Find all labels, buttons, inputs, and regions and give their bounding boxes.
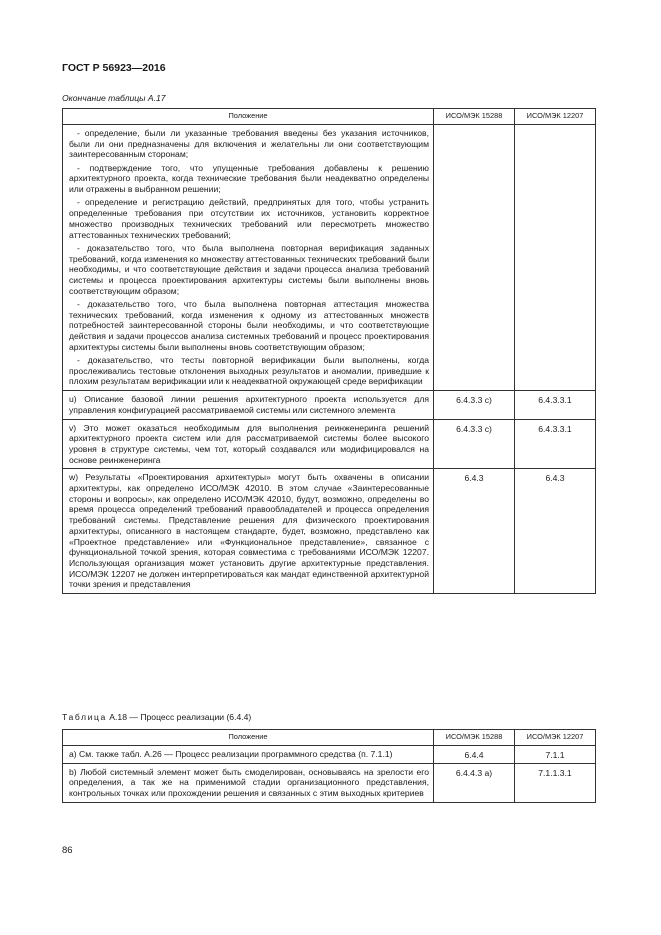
iso15288-cell: 6.4.3.3 с): [434, 391, 515, 419]
page-number: 86: [62, 845, 73, 856]
list-item: - подтверждение того, что упущенные требования добавлены к решению архитектурного проекта, когда технические требования были неадекватно определены или отражены в выбранном решении;: [69, 162, 429, 195]
list-item: - доказательство того, что была выполнена повторная верификация заданных требований, когда изменения ко множеству аттестованных технических требований были необходимы, и что соответствующие действия и задачи процесса анализа требований системы и процесса проектирования архитектуры системы были выполнены вновь соответствующим образом;: [69, 242, 429, 296]
table-a18-caption-title: А.18 — Процесс реализации (6.4.4): [106, 712, 252, 722]
table-row: [63, 419, 596, 469]
column-header-provision: Положение: [63, 730, 434, 746]
column-header-iso15288: ИСО/МЭК 15288: [434, 730, 515, 746]
table-row: [63, 391, 596, 419]
list-item: - определение и регистрацию действий, предпринятых для того, чтобы устранить определенные требования при отсутствии их источников, установить корректное множество производных технических требований или пересмотреть множество аттестованных технических требований;: [69, 197, 429, 240]
iso12207-cell: 7.1.1: [515, 746, 596, 764]
provision-cell: b) Любой системный элемент может быть смоделирован, основываясь на зрелости его определения, а так же на применимой стадии организационного представления, контрольных точках или прохождении решения и связанных с этим выходных критериев: [63, 763, 434, 802]
column-header-iso12207: ИСО/МЭК 12207: [515, 109, 596, 125]
iso12207-cell: 6.4.3: [515, 469, 596, 594]
table-row: [63, 469, 596, 594]
table-header-row: [63, 109, 596, 125]
iso12207-cell: [515, 125, 596, 391]
iso15288-cell: 6.4.3: [434, 469, 515, 594]
table-header-row: [63, 730, 596, 746]
iso12207-cell: 6.4.3.3.1: [515, 391, 596, 419]
iso15288-cell: [434, 125, 515, 391]
list-item: - доказательство того, что была выполнена повторная аттестация множества технических требований, когда изменения к одному из аттестованных множеств потребностей заинтересованной стороны были необходимы, и что соответствующие действия и задачи процессов анализа системных требований и процесс проектирования архитектуры системы были выполнены вновь соответствующим образом;: [69, 298, 429, 352]
table-a18-caption-prefix: Таблица: [62, 712, 107, 722]
provision-cell: u) Описание базовой линии решения архитектурного проекта используется для управления конфигурацией рассматриваемой системы или системного элемента: [63, 391, 434, 419]
provision-cell: [63, 125, 434, 391]
column-header-iso15288: ИСО/МЭК 15288: [434, 109, 515, 125]
column-header-iso12207: ИСО/МЭК 12207: [515, 730, 596, 746]
iso12207-cell: 7.1.1.3.1: [515, 763, 596, 802]
provision-cell: v) Это может оказаться необходимым для выполнения реинженеринга решений архитектурного проекта систем или для рассматриваемой системы более высокого уровня в структуре системы, чем тот, который создавался или модифицировался на основе реинженеринга: [63, 419, 434, 469]
table-a18: [62, 729, 596, 803]
list-item: - определение, были ли указанные требования введены без указания источников, были ли они предназначены для включения и желательны ли они соответствующим заинтересованным сторонам;: [69, 128, 429, 160]
table-a17: [62, 108, 596, 594]
provision-cell: w) Результаты «Проектирования архитектуры» могут быть охвачены в описании архитектуры, как определено ИСО/МЭК 42010. В этом случае «Заинтересованные стороны и вопросы», как определено ИСО/МЭК 42010, будут, возможно, определены во время процесса определений требований правообладателей и процесса определения требований системы. Представление решения для физического проектирования архитектуры, описанного в настоящем стандарте, будет, возможно, представлено как «Проектное представление» или «Функциональное представление», связанное с функциональной точкой зрения, которая совместима с требованиями ИСО/МЭК 12207. Использующая организация может установить другие архитектурные представления. ИСО/МЭК 12207 не должен интерпретироваться как мандат единственной архитектурной точки зрения и представления: [63, 469, 434, 594]
iso15288-cell: 6.4.4.3 а): [434, 763, 515, 802]
provision-cell: a) См. также табл. А.26 — Процесс реализации программного средства (п. 7.1.1): [63, 746, 434, 764]
document-header: ГОСТ Р 56923—2016: [62, 62, 166, 74]
list-item: - доказательство, что тесты повторной верификации были выполнены, когда прослеживались тестовые отклонения выходных результатов и аномалии, приведшие к плохим результатам верификации или к неадекватной окружающей среде верификации: [69, 355, 429, 387]
table-row: [63, 125, 596, 391]
table-row: [63, 763, 596, 802]
table-a17-caption: Окончание таблицы А.17: [62, 93, 166, 103]
iso12207-cell: 6.4.3.3.1: [515, 419, 596, 469]
column-header-provision: Положение: [63, 109, 434, 125]
iso15288-cell: 6.4.4: [434, 746, 515, 764]
iso15288-cell: 6.4.3.3 с): [434, 419, 515, 469]
table-a18-caption: [62, 712, 251, 722]
table-row: [63, 746, 596, 764]
